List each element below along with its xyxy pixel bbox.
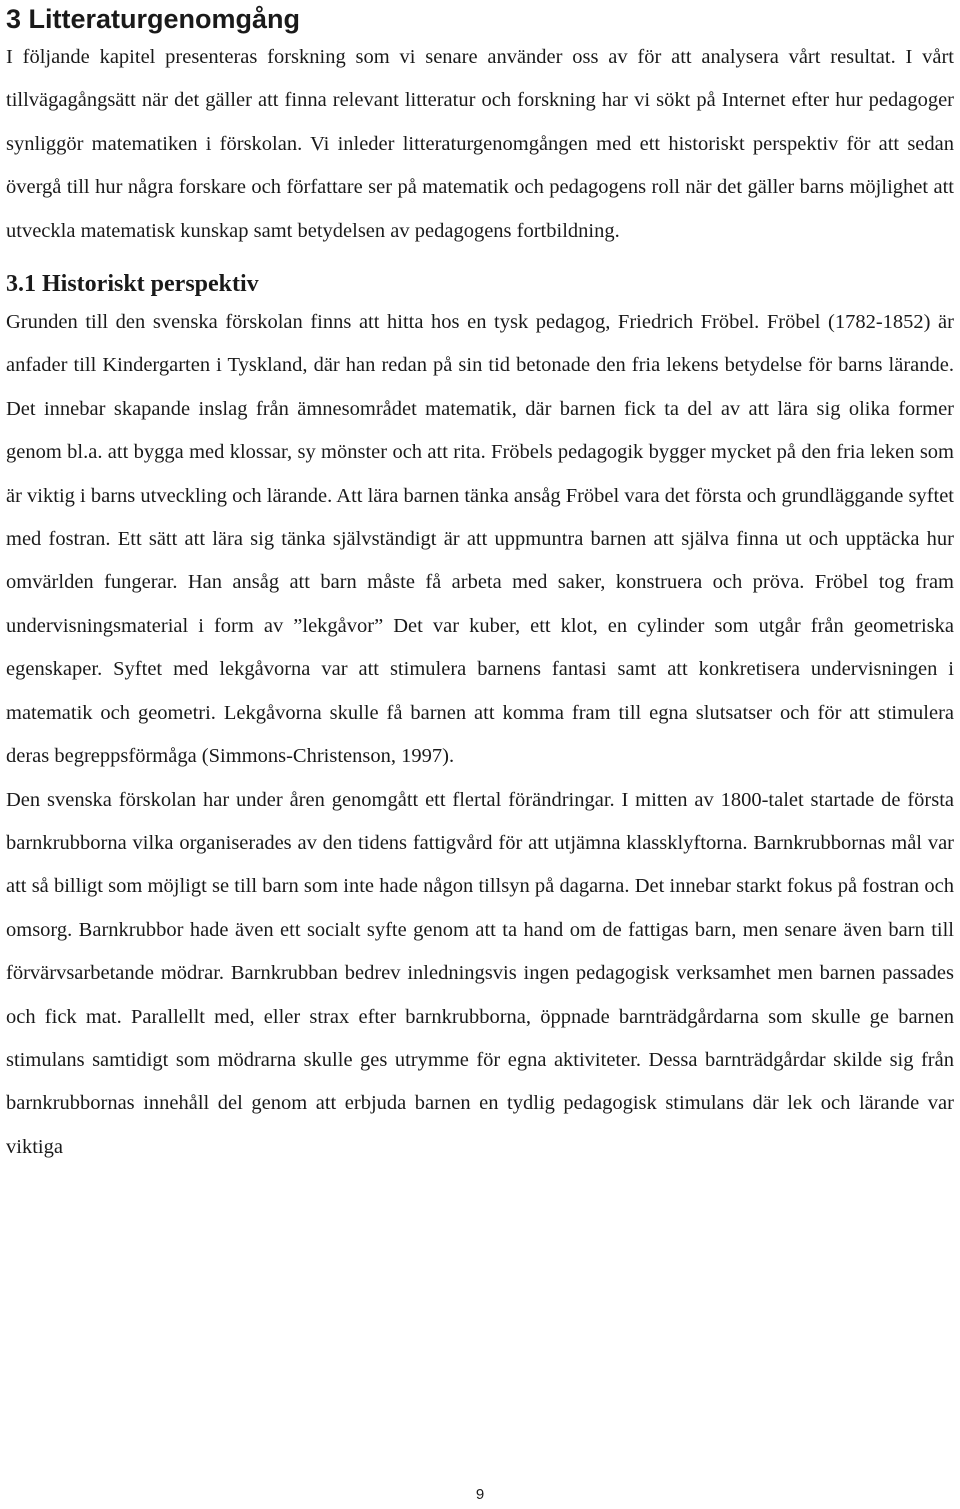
page-number: 9 [475,1486,485,1503]
frobel-paragraph: Grunden till den svenska förskolan finns att hitta hos en tysk pedagog, Friedrich Fröbel. Fröbel (1782-1852) är anfader till Kindergarten i Tyskland, där han redan på sin tid betonade den fria lekens betydelse för barns lärande. Det innebar skapande inslag från ämnesområdet matematik, där barnen fick ta del av att lära sig olika former genom bl.a. att bygga med klossar, sy mönster och att rita. Fröbels pedagogik bygger mycket på den fria leken som är viktig i barns utveckling och lärande. Att lära barnen tänka ansåg Fröbel vara det första och grundläggande syftet med fostran. Ett sätt att lära sig tänka självständigt är att uppmuntra barnen att själva finna ut och upptäcka hur omvärlden fungerar. Han ansåg att barn måste få arbeta med saker, konstruera och pröva. Fröbel tog fram undervisningsmaterial i form av ”lekgåvor” Det var kuber, ett klot, en cylinder som utgår från geometriska egenskaper. Syftet med lekgåvorna var att stimulera barnens fantasi samt att konkretisera undervisningen i matematik och geometri. Lekgåvorna skulle få barnen att komma fram till egna slutsatser och för att stimulera deras begreppsförmåga (Simmons-Christenson, 1997). [6,311,954,768]
svenska-forskolan-paragraph: Den svenska förskolan har under åren genomgått ett flertal förändringar. I mitten av 1800-talet startade de första barnkrubborna vilka organiserades av den tidens fattigvård för att utjämna klassklyftorna. Barnkrubbornas mål var att så billigt som möjligt se till barn som inte hade någon tillsyn på dagarna. Det innebar starkt fokus på fostran och omsorg. Barnkrubbor hade även ett socialt syfte genom att ta hand om de fattigas barn, men senare även barn till förvärvsarbetande mödrar. Barnkrubban bedrev inledningsvis ingen pedagogisk verksamhet men barnen passades och fick mat. Parallellt med, eller strax efter barnkrubborna, öppnade barnträdgårdarna som skulle ge barnen stimulans samtidigt som mödrarna skulle ges utrymme för egna aktiviteter. Dessa barnträdgårdar skilde sig från barnkrubbornas innehåll del genom att erbjuda barnen en tydlig pedagogisk stimulans där lek och lärande var viktiga [6,788,954,1158]
document-page [6,0,954,1169]
chapter-heading: 3 Litteraturgenomgång [6,4,301,34]
intro-paragraph: I följande kapitel presenteras forskning som vi senare använder oss av för att analysera vårt resultat. I vårt tillvägagångsätt när det gäller att finna relevant litteratur och forskning har vi sökt på Internet efter hur pedagoger synliggör matematiken i förskolan. Vi inleder litteraturgenomgången med ett historiskt perspektiv för att sedan övergå till hur några forskare och författare ser på matematik och pedagogens roll när det gäller barns möjlighet att utveckla matematisk kunskap samt betydelsen av pedagogens fortbildning. [6,46,954,242]
section-heading: 3.1 Historiskt perspektiv [6,271,259,298]
